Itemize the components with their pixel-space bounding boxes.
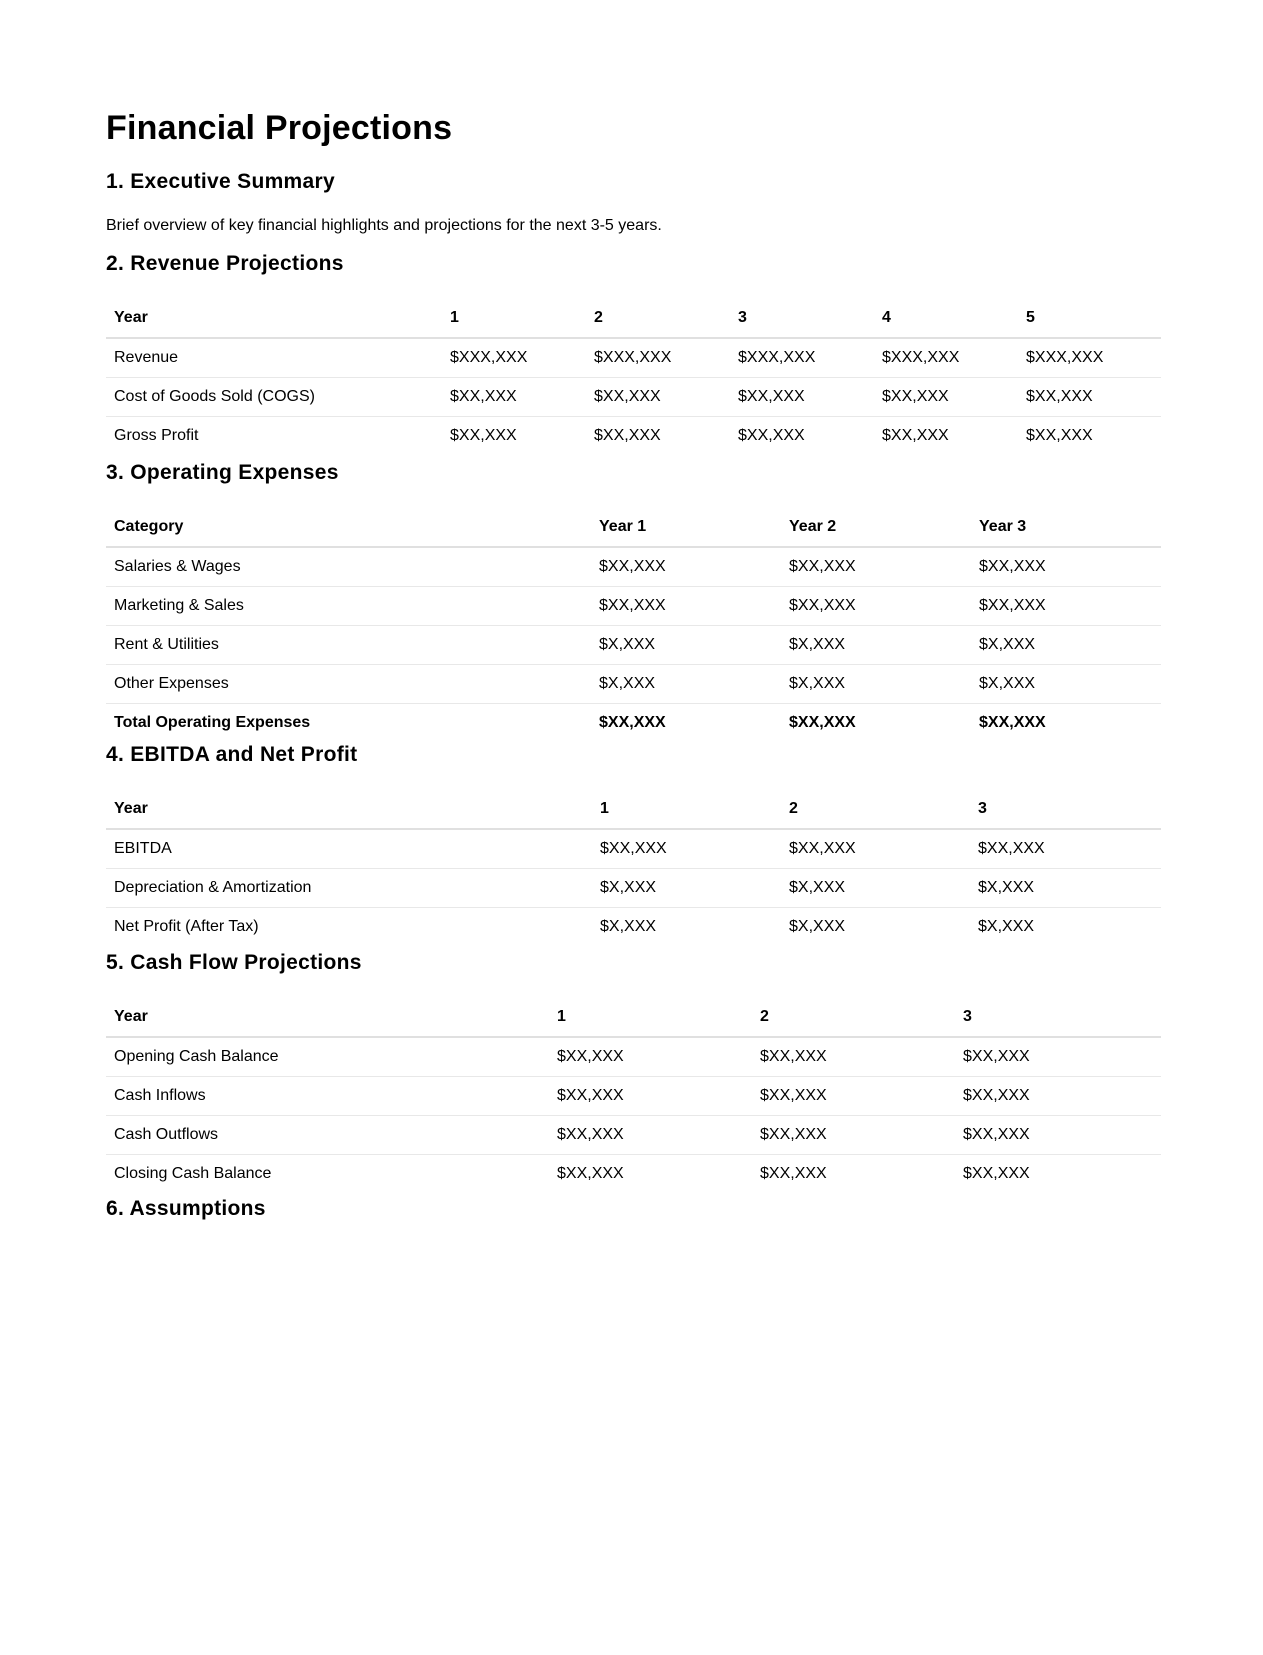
ebitda-table — [106, 790, 1161, 946]
total-row — [106, 704, 1161, 743]
table-cell: $XXX,XXX — [874, 338, 1018, 378]
table-cell: $XX,XXX — [549, 1037, 752, 1077]
column-header: 1 — [549, 998, 752, 1037]
table-cell: $X,XXX — [971, 665, 1161, 704]
table-cell: $XX,XXX — [955, 1116, 1161, 1155]
column-header: Year — [106, 790, 592, 829]
table-cell: $XX,XXX — [730, 378, 874, 417]
table-cell: $XX,XXX — [760, 1165, 827, 1182]
row-label: Rent & Utilities — [106, 626, 591, 665]
table-cell: $XX,XXX — [781, 587, 971, 626]
table-row — [106, 869, 1161, 908]
table-row — [106, 338, 1161, 378]
table-cell: $X,XXX — [781, 626, 971, 665]
table-cell: $XX,XXX — [882, 427, 949, 444]
table-cell: $X,XXX — [789, 918, 846, 935]
table-row — [106, 587, 1161, 626]
table-cell: $XX,XXX — [752, 1077, 955, 1116]
column-header: 3 — [970, 790, 1161, 829]
table-header-row — [106, 790, 1161, 829]
column-header: 1 — [442, 299, 586, 338]
table-cell: $XXX,XXX — [730, 338, 874, 378]
assumptions-heading: 6. Assumptions — [106, 1197, 266, 1220]
table-cell: $XX,XXX — [781, 829, 970, 869]
table-cell: $XX,XXX — [789, 714, 856, 731]
table-header-row — [106, 299, 1161, 338]
row-label: Cost of Goods Sold (COGS) — [106, 378, 442, 417]
table-cell: $XX,XXX — [594, 427, 661, 444]
row-label: Gross Profit — [114, 427, 199, 444]
column-header: 2 — [752, 998, 955, 1037]
row-label: Salaries & Wages — [106, 547, 591, 587]
table-cell: $XX,XXX — [1026, 427, 1093, 444]
table-cell: $X,XXX — [592, 869, 781, 908]
row-label: Revenue — [106, 338, 442, 378]
table-cell: $XX,XXX — [971, 547, 1161, 587]
table-cell: $XX,XXX — [979, 714, 1046, 731]
column-header: Category — [106, 508, 591, 547]
table-cell: $XX,XXX — [586, 378, 730, 417]
table-row — [106, 1116, 1161, 1155]
column-header: Year — [106, 998, 549, 1037]
table-cell: $X,XXX — [970, 869, 1161, 908]
column-header: Year 3 — [971, 508, 1161, 547]
executive-summary-heading: 1. Executive Summary — [106, 170, 335, 193]
row-label: Marketing & Sales — [106, 587, 591, 626]
column-header: Year 1 — [591, 508, 781, 547]
table-cell: $XXX,XXX — [586, 338, 730, 378]
table-cell: $XX,XXX — [557, 1165, 624, 1182]
table-cell: $X,XXX — [978, 918, 1035, 935]
table-row — [106, 829, 1161, 869]
table-cell: $X,XXX — [781, 665, 971, 704]
table-cell: $XX,XXX — [442, 378, 586, 417]
row-label: Depreciation & Amortization — [106, 869, 592, 908]
column-header: 5 — [1018, 299, 1161, 338]
page-title: Financial Projections — [106, 109, 453, 147]
row-label: EBITDA — [106, 829, 592, 869]
row-label: Other Expenses — [106, 665, 591, 704]
row-label: Opening Cash Balance — [106, 1037, 549, 1077]
table-cell: $XX,XXX — [970, 829, 1161, 869]
table-cell: $XX,XXX — [549, 1077, 752, 1116]
table-cell: $XX,XXX — [955, 1077, 1161, 1116]
operating-expenses-table — [106, 508, 1161, 742]
table-row — [106, 626, 1161, 665]
executive-summary-text: Brief overview of key financial highlights and projections for the next 3-5 years. — [106, 217, 662, 234]
table-cell: $XX,XXX — [450, 427, 517, 444]
table-cell: $XX,XXX — [591, 587, 781, 626]
cash-flow-table — [106, 998, 1161, 1193]
row-label: Closing Cash Balance — [114, 1165, 272, 1182]
column-header: 2 — [586, 299, 730, 338]
table-cell: $XX,XXX — [599, 714, 666, 731]
table-cell: $XX,XXX — [971, 587, 1161, 626]
table-row — [106, 1077, 1161, 1116]
table-cell: $XX,XXX — [752, 1116, 955, 1155]
table-header-row — [106, 508, 1161, 547]
row-label: Net Profit (After Tax) — [114, 918, 259, 935]
column-header: Year — [106, 299, 442, 338]
table-row — [106, 378, 1161, 417]
table-cell: $XX,XXX — [955, 1037, 1161, 1077]
operating-expenses-heading: 3. Operating Expenses — [106, 461, 339, 484]
table-row — [106, 417, 1161, 456]
column-header: 3 — [730, 299, 874, 338]
cash-flow-heading: 5. Cash Flow Projections — [106, 951, 362, 974]
column-header: 3 — [955, 998, 1161, 1037]
table-cell: $XX,XXX — [591, 547, 781, 587]
table-cell: $XX,XXX — [963, 1165, 1030, 1182]
row-label: Total Operating Expenses — [114, 714, 311, 731]
table-row — [106, 1037, 1161, 1077]
table-row — [106, 908, 1161, 947]
table-row — [106, 547, 1161, 587]
table-cell: $XXX,XXX — [1018, 338, 1161, 378]
table-cell: $X,XXX — [591, 626, 781, 665]
table-cell: $XX,XXX — [738, 427, 805, 444]
column-header: 2 — [781, 790, 970, 829]
column-header: 4 — [874, 299, 1018, 338]
column-header: 1 — [592, 790, 781, 829]
table-cell: $XX,XXX — [549, 1116, 752, 1155]
table-cell: $XX,XXX — [752, 1037, 955, 1077]
table-cell: $XX,XXX — [781, 547, 971, 587]
table-cell: $X,XXX — [600, 918, 657, 935]
table-cell: $XX,XXX — [592, 829, 781, 869]
revenue-projections-heading: 2. Revenue Projections — [106, 252, 344, 275]
row-label: Cash Outflows — [106, 1116, 549, 1155]
table-cell: $XX,XXX — [874, 378, 1018, 417]
table-cell: $XXX,XXX — [442, 338, 586, 378]
table-cell: $X,XXX — [971, 626, 1161, 665]
revenue-projections-table — [106, 299, 1161, 455]
column-header: Year 2 — [781, 508, 971, 547]
row-label: Cash Inflows — [106, 1077, 549, 1116]
table-header-row — [106, 998, 1161, 1037]
table-cell: $X,XXX — [591, 665, 781, 704]
table-row — [106, 1155, 1161, 1194]
table-row — [106, 665, 1161, 704]
table-cell: $X,XXX — [781, 869, 970, 908]
ebitda-heading: 4. EBITDA and Net Profit — [106, 743, 358, 766]
table-cell: $XX,XXX — [1018, 378, 1161, 417]
